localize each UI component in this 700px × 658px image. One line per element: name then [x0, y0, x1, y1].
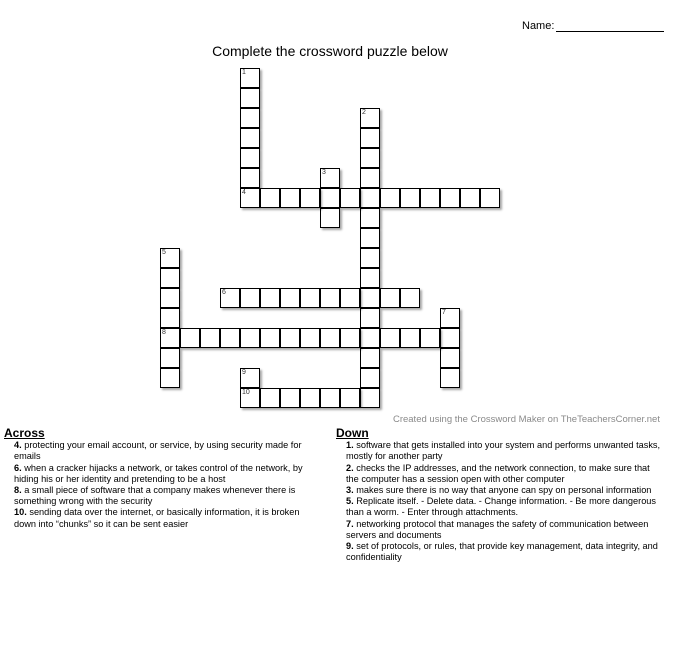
- grid-cell[interactable]: [240, 328, 260, 348]
- grid-cell[interactable]: [360, 108, 380, 128]
- grid-cell[interactable]: [400, 328, 420, 348]
- grid-cell[interactable]: [360, 128, 380, 148]
- grid-cell[interactable]: [440, 308, 460, 328]
- grid-cell[interactable]: [240, 128, 260, 148]
- clue-across-8: 8. a small piece of software that a company makes whenever there is something wrong with the security: [14, 485, 296, 507]
- across-clues: [4, 428, 324, 530]
- grid-cell[interactable]: [240, 168, 260, 188]
- grid-cell[interactable]: [220, 288, 240, 308]
- grid-cell[interactable]: [280, 328, 300, 348]
- across-heading: Across: [4, 426, 45, 440]
- clue-down-1: 1. software that gets installed into your system and performs unwanted tasks, mostly for another party: [346, 440, 661, 462]
- grid-cell[interactable]: [440, 368, 460, 388]
- grid-cell[interactable]: [380, 328, 400, 348]
- grid-cell[interactable]: [360, 188, 380, 208]
- clue-number: 10: [242, 389, 250, 396]
- grid-cell[interactable]: [340, 328, 360, 348]
- grid-cell[interactable]: [320, 208, 340, 228]
- clue-across-6: 6. when a cracker hijacks a network, or takes control of the network, by hiding his or her identity and pretending to be a host: [14, 462, 303, 484]
- grid-cell[interactable]: [260, 288, 280, 308]
- clue-number: 4: [242, 189, 246, 196]
- grid-cell[interactable]: [440, 328, 460, 348]
- grid-cell[interactable]: [320, 188, 340, 208]
- grid-cell[interactable]: [320, 288, 340, 308]
- grid-cell[interactable]: [380, 188, 400, 208]
- grid-cell[interactable]: [360, 288, 380, 308]
- grid-cell[interactable]: [480, 188, 500, 208]
- clue-down-5: 5. Replicate itself. - Delete data. - Change information. - Be more dangerous than a worm. - Enter through attachments.: [346, 496, 657, 518]
- grid-cell[interactable]: [280, 388, 300, 408]
- grid-cell[interactable]: [300, 328, 320, 348]
- grid-cell[interactable]: [160, 328, 180, 348]
- clue-down-3: 3. makes sure there is no way that anyone can spy on personal information: [346, 485, 652, 496]
- page-title: Complete the crossword puzzle below: [212, 43, 448, 59]
- clue-number: 2: [362, 109, 366, 116]
- down-clue-list: [336, 440, 661, 563]
- clue-down-7: 7. networking protocol that manages the safety of communication between servers and documents: [346, 518, 649, 540]
- grid-cell[interactable]: [320, 328, 340, 348]
- grid-cell[interactable]: [420, 328, 440, 348]
- grid-cell[interactable]: [260, 188, 280, 208]
- grid-cell[interactable]: [240, 368, 260, 388]
- name-label: Name:: [522, 20, 555, 32]
- grid-cell[interactable]: [280, 288, 300, 308]
- grid-cell[interactable]: [160, 368, 180, 388]
- grid-cell[interactable]: [180, 328, 200, 348]
- grid-cell[interactable]: [160, 288, 180, 308]
- grid-cell[interactable]: [220, 328, 240, 348]
- clue-number: 3: [322, 169, 326, 176]
- grid-cell[interactable]: [360, 308, 380, 328]
- grid-cell[interactable]: [360, 268, 380, 288]
- grid-cell[interactable]: [320, 168, 340, 188]
- clue-number: 9: [242, 369, 246, 376]
- grid-cell[interactable]: [240, 188, 260, 208]
- grid-cell[interactable]: [340, 388, 360, 408]
- grid-cell[interactable]: [160, 248, 180, 268]
- grid-cell[interactable]: [420, 188, 440, 208]
- clue-across-10: 10. sending data over the internet, or basically information, it is broken down into “chunks” so it can be sent easier: [14, 507, 300, 529]
- clue-across-4: 4. protecting your email account, or service, by using security made for emails: [14, 440, 302, 462]
- grid-cell[interactable]: [340, 288, 360, 308]
- grid-cell[interactable]: [360, 368, 380, 388]
- clue-number: 5: [162, 249, 166, 256]
- grid-cell[interactable]: [440, 348, 460, 368]
- grid-cell[interactable]: [280, 188, 300, 208]
- grid-cell[interactable]: [240, 108, 260, 128]
- across-clue-list: [4, 440, 324, 530]
- grid-cell[interactable]: [160, 348, 180, 368]
- grid-cell[interactable]: [160, 268, 180, 288]
- grid-cell[interactable]: [300, 388, 320, 408]
- grid-cell[interactable]: [200, 328, 220, 348]
- down-clues: [336, 428, 661, 563]
- clue-number: 8: [162, 329, 166, 336]
- grid-cell[interactable]: [340, 188, 360, 208]
- clue-number: 1: [242, 69, 246, 76]
- grid-cell[interactable]: [240, 148, 260, 168]
- grid-cell[interactable]: [380, 288, 400, 308]
- grid-cell[interactable]: [360, 328, 380, 348]
- grid-cell[interactable]: [260, 328, 280, 348]
- down-heading: Down: [336, 426, 369, 440]
- grid-cell[interactable]: [400, 188, 420, 208]
- grid-cell[interactable]: [260, 388, 280, 408]
- grid-cell[interactable]: [360, 248, 380, 268]
- grid-cell[interactable]: [240, 388, 260, 408]
- grid-cell[interactable]: [300, 288, 320, 308]
- clue-number: 6: [222, 289, 226, 296]
- grid-cell[interactable]: [360, 148, 380, 168]
- grid-cell[interactable]: [240, 288, 260, 308]
- grid-cell[interactable]: [320, 388, 340, 408]
- grid-cell[interactable]: [160, 308, 180, 328]
- grid-cell[interactable]: [460, 188, 480, 208]
- grid-cell[interactable]: [400, 288, 420, 308]
- grid-cell[interactable]: [360, 208, 380, 228]
- grid-cell[interactable]: [360, 228, 380, 248]
- grid-cell[interactable]: [440, 188, 460, 208]
- grid-cell[interactable]: [240, 68, 260, 88]
- grid-cell[interactable]: [360, 348, 380, 368]
- clue-number: 7: [442, 309, 446, 316]
- grid-cell[interactable]: [360, 168, 380, 188]
- clue-down-9: 9. set of protocols, or rules, that provide key management, data integrity, and confidentiality: [346, 541, 658, 563]
- clue-down-2: 2. checks the IP addresses, and the network connection, to make sure that the computer has a session open with other computer: [346, 462, 650, 484]
- credit-line: Created using the Crossword Maker on TheTeachersCorner.net: [392, 414, 660, 425]
- grid-cell[interactable]: [300, 188, 320, 208]
- grid-cell[interactable]: [240, 88, 260, 108]
- grid-cell[interactable]: [360, 388, 380, 408]
